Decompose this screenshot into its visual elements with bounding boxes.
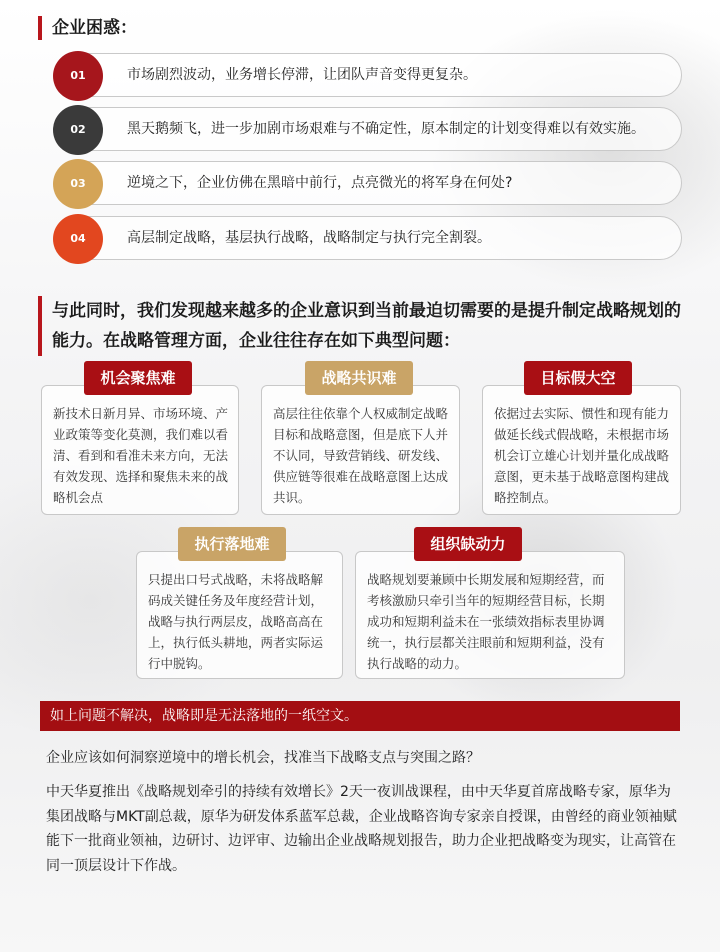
section-title: 企业困惑： — [38, 16, 137, 40]
issue-number-badge: 04 — [53, 214, 103, 264]
problem-card-text: 战略规划要兼顾中长期发展和短期经营，而考核激励只牵引当年的短期经营目标，长期成功和短期利益未在一张绩效指标表里协调统一，执行层都关注眼前和短期利益，没有执行战略的动力。 — [367, 572, 605, 671]
issue-item — [56, 107, 682, 151]
problem-card-tag: 战略共识难 — [305, 361, 413, 395]
problem-card-text: 依据过去实际、惯性和现有能力做延长线式假战略，未根据市场机会订立雄心计划并量化成战略意图，更未基于战略意图构建战略控制点。 — [494, 406, 670, 505]
problem-card-tag: 执行落地难 — [178, 527, 286, 561]
issue-item — [56, 216, 682, 260]
problem-card — [482, 385, 681, 515]
course-intro: 中天华夏推出《战略规划牵引的持续有效增长》2天一夜训战课程，由中天华夏首席战略专家，原华为集团战略与MKT副总裁，原华为研发体系蓝军总裁，企业战略咨询专家亲自授课，由曾经的商业领袖赋能下一批商业领袖，边研讨、边评审、边输出企业战略规划报告，助力企业把战略变为现实，让高管在同一顶层设计下作战。 — [46, 784, 677, 874]
problems-heading: 与此同时，我们发现越来越多的企业意识到当前最迫切需要的是提升制定战略规划的能力。在战略管理方面，企业往往存在如下典型问题： — [38, 296, 692, 356]
issue-item — [56, 53, 682, 97]
issue-text: 市场剧烈波动，业务增长停滞，让团队声音变得更复杂。 — [127, 67, 477, 83]
problem-card-tag: 组织缺动力 — [414, 527, 522, 561]
issue-number-badge: 03 — [53, 159, 103, 209]
issue-text: 逆境之下，企业仿佛在黑暗中前行，点亮微光的将军身在何处? — [127, 175, 513, 191]
issue-number-badge: 02 — [53, 105, 103, 155]
issue-item — [56, 161, 682, 205]
problem-card-text: 新技术日新月异、市场环境、产业政策等变化莫测，我们难以看清、看到和看准未来方向，无法有效发现、选择和聚焦未来的战略机会点 — [53, 406, 229, 505]
issue-text: 高层制定战略，基层执行战略，战略制定与执行完全割裂。 — [127, 230, 491, 246]
issue-number-badge: 01 — [53, 51, 103, 101]
problem-card-text: 只提出口号式战略，未将战略解码成关键任务及年度经营计划，战略与执行两层皮，战略高高在上，执行低头耕地，两者实际运行中脱钩。 — [148, 572, 324, 671]
issue-text: 黑天鹅频飞，进一步加剧市场艰难与不确定性，原本制定的计划变得难以有效实施。 — [127, 121, 645, 137]
problem-card-text: 高层往往依靠个人权威制定战略目标和战略意图，但是底下人并不认同，导致营销线、研发线、供应链等很难在战略意图上达成共识。 — [273, 406, 449, 505]
problem-card-tag: 目标假大空 — [524, 361, 632, 395]
question-text: 企业应该如何洞察逆境中的增长机会，找准当下战略支点与突围之路？ — [46, 750, 480, 766]
warning-banner: 如上问题不解决，战略即是无法落地的一纸空文。 — [40, 701, 680, 731]
problem-card — [355, 551, 625, 679]
problem-card-tag: 机会聚焦难 — [84, 361, 192, 395]
problem-card — [261, 385, 460, 515]
problem-card — [41, 385, 239, 515]
problem-card — [136, 551, 343, 679]
